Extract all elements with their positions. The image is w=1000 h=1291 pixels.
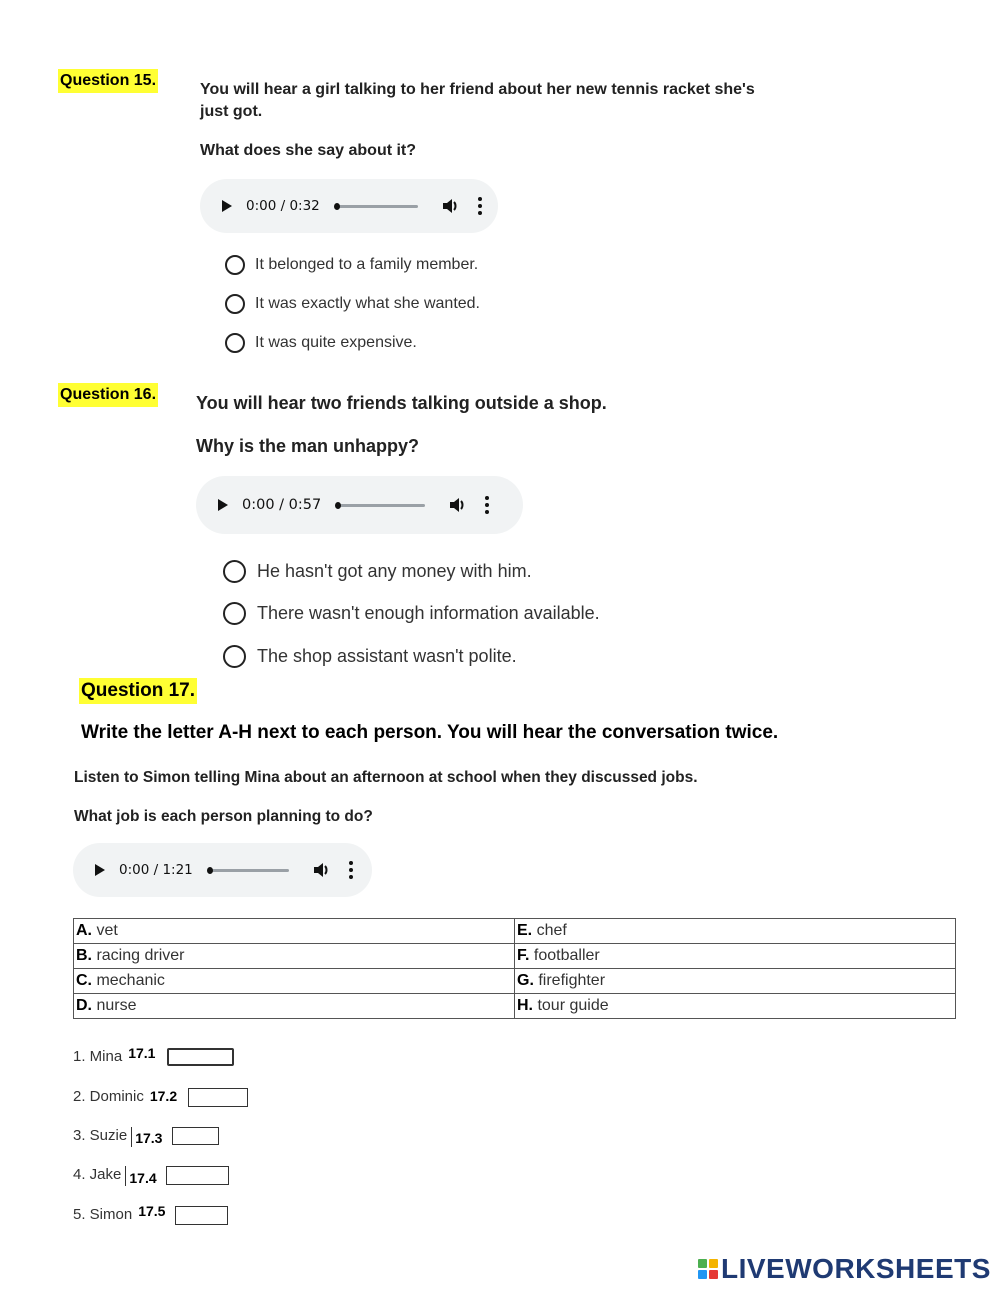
audio-progress-slider[interactable] <box>336 205 418 208</box>
table-cell: A. vet <box>74 919 515 944</box>
question-17-prompt: Listen to Simon telling Mina about an afternoon at school when they discussed jobs. <box>74 769 698 786</box>
question-15-prompt-line1: You will hear a girl talking to her friend about her new tennis racket she's <box>200 81 755 98</box>
radio-button[interactable] <box>223 645 246 668</box>
option-text: It was quite expensive. <box>255 334 417 351</box>
question-17-audio-player[interactable] <box>73 843 372 897</box>
answer-code: 17.3 <box>135 1130 163 1146</box>
more-options-icon[interactable] <box>478 197 482 215</box>
answer-code: 17.1 <box>128 1045 156 1061</box>
option-text: There wasn't enough information available. <box>257 603 600 623</box>
question-15-option-1[interactable] <box>225 255 478 275</box>
person-label: 5. Simon <box>73 1206 133 1223</box>
option-text: It was exactly what she wanted. <box>255 295 480 312</box>
answer-input-17-4[interactable] <box>166 1166 229 1185</box>
play-icon[interactable] <box>222 200 232 212</box>
question-15-audio-player[interactable] <box>200 179 498 233</box>
play-icon[interactable] <box>218 499 228 511</box>
more-options-icon[interactable] <box>349 861 353 879</box>
person-label: 3. Suzie <box>73 1127 128 1144</box>
table-cell: E. chef <box>515 919 956 944</box>
table-cell: F. footballer <box>515 944 956 969</box>
question-16-option-2[interactable] <box>223 602 600 625</box>
radio-button[interactable] <box>223 602 246 625</box>
question-16-prompt: You will hear two friends talking outside a shop. <box>196 393 607 413</box>
answer-input-17-3[interactable] <box>172 1127 219 1145</box>
table-row <box>74 919 956 944</box>
answer-row-dominic <box>73 1088 248 1107</box>
table-cell: C. mechanic <box>74 969 515 994</box>
table-row <box>74 994 956 1019</box>
answer-input-17-2[interactable] <box>188 1088 248 1107</box>
person-label: 2. Dominic <box>73 1088 144 1105</box>
question-16-label: Question 16. <box>58 383 158 407</box>
question-16-option-3[interactable] <box>223 645 517 668</box>
answer-input-17-5[interactable] <box>175 1206 228 1225</box>
radio-button[interactable] <box>225 255 245 275</box>
question-17-instruction: Write the letter A-H next to each person. You will hear the conversation twice. <box>81 722 779 743</box>
option-text: He hasn't got any money with him. <box>257 561 532 581</box>
person-label: 1. Mina <box>73 1048 123 1065</box>
question-16-audio-player[interactable] <box>196 476 523 534</box>
question-16-question: Why is the man unhappy? <box>196 436 420 456</box>
question-15-label: Question 15. <box>58 69 158 93</box>
text-cursor-divider <box>131 1127 132 1147</box>
volume-icon[interactable] <box>449 497 467 513</box>
answer-row-mina <box>73 1045 234 1066</box>
option-text: It belonged to a family member. <box>255 256 479 273</box>
table-cell: B. racing driver <box>74 944 515 969</box>
liveworksheets-logo <box>698 1253 991 1285</box>
answer-row-simon <box>73 1203 228 1225</box>
radio-button[interactable] <box>225 294 245 314</box>
logo-mark-icon <box>698 1259 718 1279</box>
answer-row-jake <box>73 1166 229 1186</box>
jobs-table <box>73 918 956 1019</box>
answer-code: 17.5 <box>138 1203 166 1219</box>
logo-text: LIVEWORKSHEETS <box>721 1253 991 1284</box>
question-15-option-2[interactable] <box>225 294 480 314</box>
table-cell: H. tour guide <box>515 994 956 1019</box>
audio-progress-slider[interactable] <box>337 504 425 507</box>
table-row <box>74 969 956 994</box>
answer-code: 17.4 <box>129 1170 157 1186</box>
question-16-option-1[interactable] <box>223 560 532 583</box>
question-15-question: What does she say about it? <box>200 142 417 159</box>
answer-code: 17.2 <box>149 1088 178 1104</box>
audio-time: 0:00 / 0:32 <box>246 198 320 214</box>
option-text: The shop assistant wasn't polite. <box>257 646 517 666</box>
volume-icon[interactable] <box>442 198 460 214</box>
question-15-option-3[interactable] <box>225 333 417 353</box>
table-row <box>74 944 956 969</box>
table-cell: D. nurse <box>74 994 515 1019</box>
radio-button[interactable] <box>223 560 246 583</box>
person-label: 4. Jake <box>73 1166 122 1183</box>
answer-row-suzie <box>73 1127 219 1147</box>
text-cursor-divider <box>125 1166 126 1186</box>
question-17-question: What job is each person planning to do? <box>74 808 373 825</box>
volume-icon[interactable] <box>313 862 331 878</box>
question-15-prompt-line2: just got. <box>200 103 263 120</box>
audio-progress-slider[interactable] <box>209 869 289 872</box>
play-icon[interactable] <box>95 864 105 876</box>
audio-time: 0:00 / 1:21 <box>119 862 193 878</box>
question-15-prompt <box>200 79 755 123</box>
radio-button[interactable] <box>225 333 245 353</box>
answer-input-17-1[interactable] <box>167 1048 234 1066</box>
more-options-icon[interactable] <box>485 496 489 514</box>
audio-time: 0:00 / 0:57 <box>242 497 322 513</box>
question-17-label: Question 17. <box>79 678 197 704</box>
table-cell: G. firefighter <box>515 969 956 994</box>
